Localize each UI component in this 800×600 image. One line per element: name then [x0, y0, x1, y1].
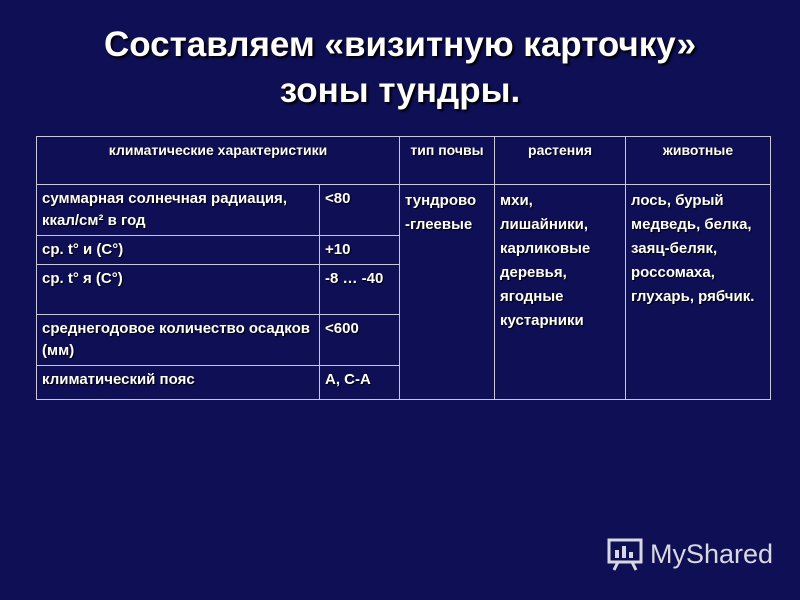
row-value-july-temp: +10: [320, 236, 400, 265]
myshared-watermark: [606, 536, 773, 572]
cell-soil: тундрово -глеевые: [400, 185, 495, 400]
table-header-row: [37, 137, 771, 185]
row-label-radiation: суммарная солнечная радиация, ккал/см² в год: [37, 185, 320, 236]
watermark-text: MyShared: [650, 538, 774, 569]
row-value-climate-belt: А, С-А: [320, 366, 400, 400]
presentation-board-icon: [606, 536, 644, 572]
cell-plants: мхи, лишайники, карликовые деревья, ягодные кустарники: [495, 185, 626, 400]
header-plants: растения: [495, 137, 626, 185]
cell-animals: лось, бурый медведь, белка, заяц-беляк, россомаха, глухарь, рябчик.: [626, 185, 771, 400]
row-label-july-temp: ср. t° и (C°): [37, 236, 320, 265]
row-label-precipitation: среднегодовое количество осадков (мм): [37, 315, 320, 366]
row-label-climate-belt: климатический пояс: [37, 366, 320, 400]
slide-title-line-2: зоны тундры.: [279, 71, 521, 110]
table-row: [37, 185, 771, 236]
slide-title-line-1: Составляем «визитную карточку»: [103, 25, 697, 64]
header-animals: животные: [626, 137, 771, 185]
header-soil-type: тип почвы: [400, 137, 495, 185]
row-value-precipitation: <600: [320, 315, 400, 366]
header-climate: климатические характеристики: [37, 137, 400, 185]
row-label-jan-temp: ср. t° я (C°): [37, 265, 320, 315]
tundra-card-table: [36, 136, 771, 400]
row-value-jan-temp: -8 … -40: [320, 265, 400, 315]
slide-title: [0, 22, 800, 114]
row-value-radiation: <80: [320, 185, 400, 236]
